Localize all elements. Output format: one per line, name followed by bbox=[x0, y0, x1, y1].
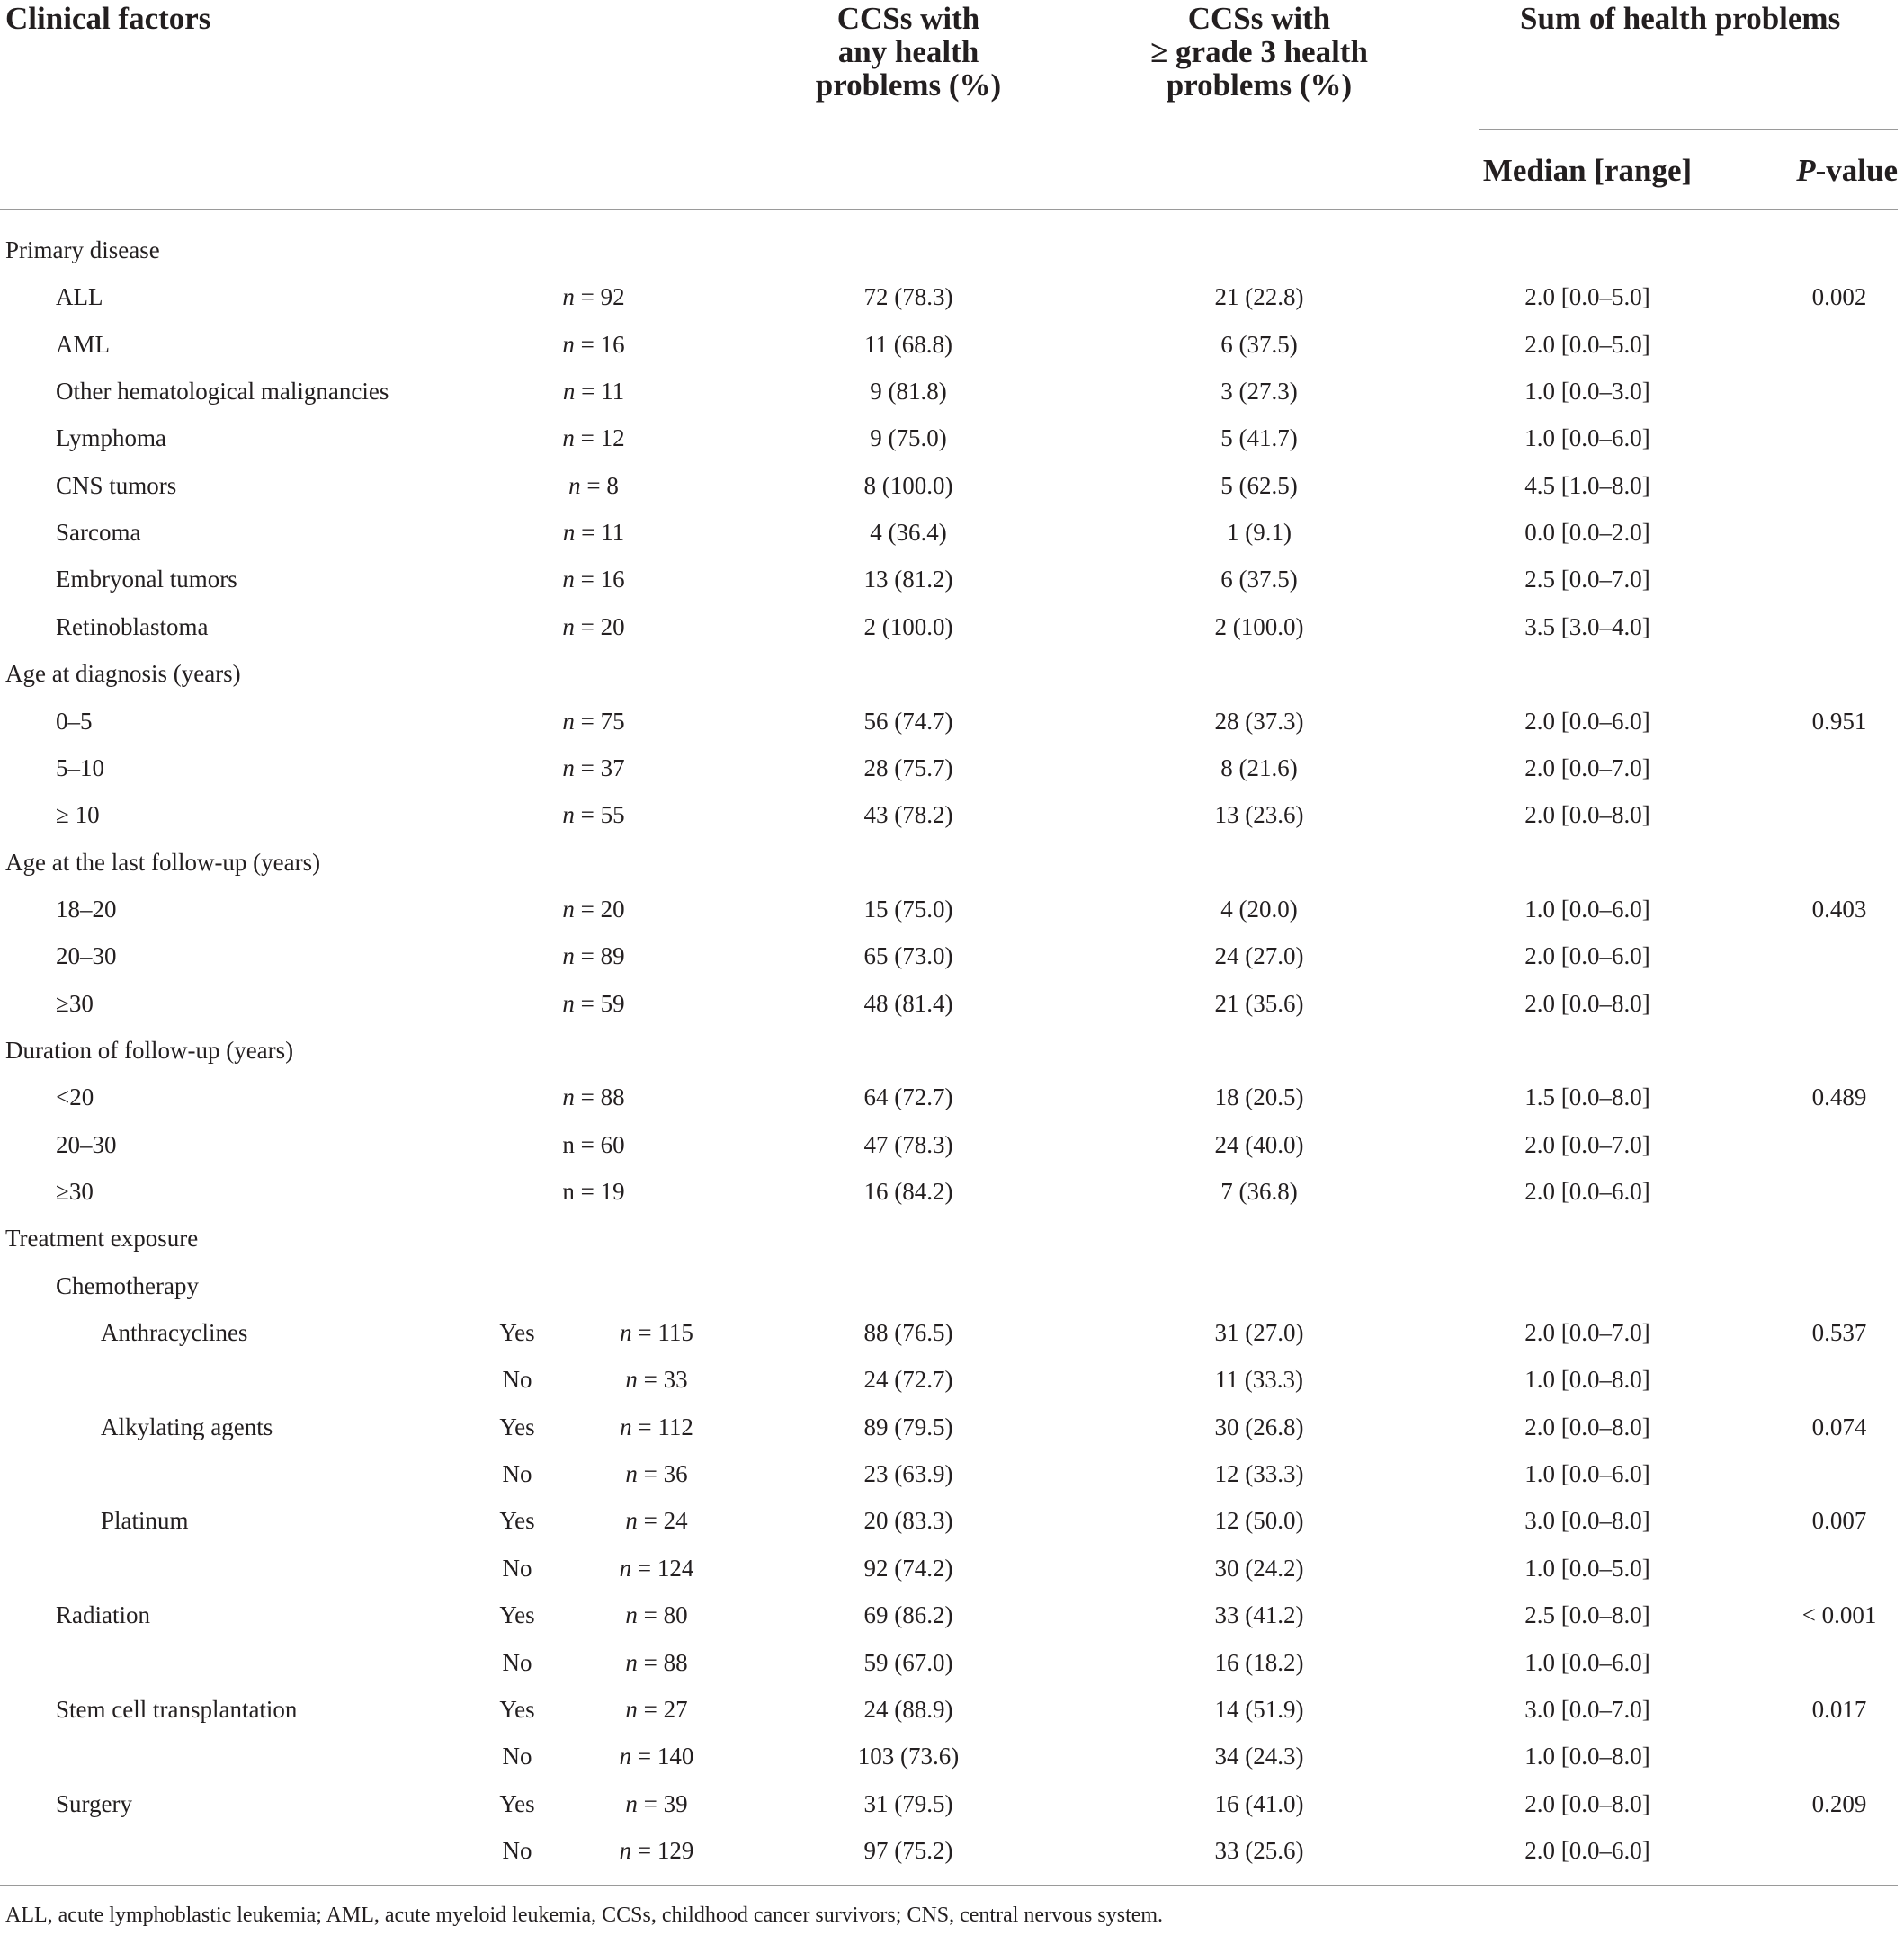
table-row bbox=[0, 1497, 1904, 1544]
row-n-symbol: n bbox=[562, 801, 575, 829]
row-label: 18–20 bbox=[56, 895, 117, 923]
row-any-health-problems: 64 (72.7) bbox=[863, 1083, 953, 1111]
row-median-range: 2.0 [0.0–7.0] bbox=[1524, 1130, 1650, 1158]
row-sample-size bbox=[558, 1686, 755, 1733]
row-any-health-problems: 48 (81.4) bbox=[863, 989, 953, 1017]
row-n-value: = 36 bbox=[637, 1460, 688, 1488]
row-sample-size bbox=[495, 1074, 693, 1120]
row-median-range: 2.0 [0.0–6.0] bbox=[1524, 1178, 1650, 1205]
row-any-health-problems: 9 (81.8) bbox=[870, 378, 947, 406]
row-median-range: 0.0 [0.0–2.0] bbox=[1524, 519, 1650, 547]
row-n-symbol: n bbox=[619, 1743, 632, 1770]
row-label: ≥30 bbox=[56, 989, 94, 1017]
row-n-symbol: n bbox=[562, 378, 576, 406]
row-n-symbol: n bbox=[625, 1507, 638, 1535]
row-grade3-health-problems: 12 (50.0) bbox=[1214, 1507, 1304, 1535]
row-median-range: 3.0 [0.0–7.0] bbox=[1524, 1695, 1650, 1723]
row-n-value: = 20 bbox=[574, 895, 625, 923]
row-n-value: = 33 bbox=[637, 1366, 688, 1394]
table-row bbox=[0, 603, 1904, 650]
row-sample-size bbox=[558, 1309, 755, 1356]
row-sample-size bbox=[495, 273, 693, 320]
table-row bbox=[0, 1545, 1904, 1592]
row-median-range: 2.0 [0.0–6.0] bbox=[1524, 942, 1650, 970]
row-sample-size bbox=[495, 791, 693, 838]
table-row bbox=[0, 1356, 1904, 1403]
row-n-value: = 12 bbox=[574, 424, 625, 452]
row-grade3-health-problems: 34 (24.3) bbox=[1214, 1743, 1304, 1770]
row-n-symbol: n bbox=[562, 330, 575, 358]
row-exposure-yes-no: Yes bbox=[499, 1695, 535, 1723]
row-exposure-yes-no: Yes bbox=[499, 1413, 535, 1440]
row-median-range: 2.0 [0.0–5.0] bbox=[1524, 330, 1650, 358]
row-grade3-health-problems: 6 (37.5) bbox=[1220, 566, 1298, 593]
row-label: Radiation bbox=[56, 1601, 150, 1629]
row-sample-size bbox=[495, 462, 693, 509]
header-p-italic: P bbox=[1796, 153, 1816, 188]
row-median-range: 1.0 [0.0–5.0] bbox=[1524, 1554, 1650, 1582]
row-label: CNS tumors bbox=[56, 471, 177, 499]
header-any-line3: problems (%) bbox=[815, 67, 1002, 103]
row-sample-size bbox=[558, 1827, 755, 1874]
row-n-symbol: n bbox=[625, 1789, 638, 1817]
row-n-symbol: n bbox=[619, 1554, 632, 1582]
header-g3-line1: CCSs with bbox=[1187, 1, 1331, 36]
row-n-symbol: n bbox=[562, 989, 575, 1017]
header-g3-line2: ≥ grade 3 health bbox=[1150, 34, 1368, 69]
header-sum-health-problems: Sum of health problems bbox=[1520, 1, 1841, 36]
row-n-symbol: n bbox=[625, 1460, 638, 1488]
row-n-symbol: n bbox=[562, 424, 575, 452]
row-n-symbol: n bbox=[562, 519, 576, 547]
row-label: ≥30 bbox=[56, 1178, 94, 1205]
row-median-range: 1.0 [0.0–3.0] bbox=[1524, 378, 1650, 406]
row-grade3-health-problems: 24 (40.0) bbox=[1214, 1130, 1304, 1158]
row-exposure-yes-no: Yes bbox=[499, 1601, 535, 1629]
table-footnote: ALL, acute lymphoblastic leukemia; AML, acute myeloid leukemia, CCSs, childhood cancer survivors; CNS, central nervous system. bbox=[5, 1904, 1164, 1927]
row-label: Retinoblastoma bbox=[56, 612, 209, 640]
row-any-health-problems: 43 (78.2) bbox=[863, 801, 953, 829]
row-sample-size bbox=[558, 1733, 755, 1779]
row-any-health-problems: 9 (75.0) bbox=[870, 424, 947, 452]
row-n-symbol: n bbox=[625, 1648, 638, 1676]
row-n-value: = 27 bbox=[637, 1695, 688, 1723]
row-label: Platinum bbox=[101, 1507, 189, 1535]
row-n-value: = 39 bbox=[637, 1789, 688, 1817]
row-n-value: = 11 bbox=[575, 519, 625, 547]
row-label: ≥ 10 bbox=[56, 801, 100, 829]
header-g3-line3: problems (%) bbox=[1166, 67, 1353, 103]
row-p-value: 0.017 bbox=[1811, 1695, 1867, 1723]
row-n-value: = 11 bbox=[575, 378, 625, 406]
row-any-health-problems: 15 (75.0) bbox=[863, 895, 953, 923]
row-n-symbol: n bbox=[562, 283, 575, 311]
row-n-value: = 129 bbox=[631, 1836, 694, 1864]
row-grade3-health-problems: 30 (26.8) bbox=[1214, 1413, 1304, 1440]
row-label: <20 bbox=[56, 1083, 94, 1111]
row-any-health-problems: 28 (75.7) bbox=[863, 753, 953, 781]
row-label: Embryonal tumors bbox=[56, 566, 237, 593]
row-p-value: 0.074 bbox=[1811, 1413, 1867, 1440]
row-any-health-problems: 92 (74.2) bbox=[863, 1554, 953, 1582]
row-median-range: 2.0 [0.0–8.0] bbox=[1524, 989, 1650, 1017]
row-grade3-health-problems: 8 (21.6) bbox=[1220, 753, 1298, 781]
row-label: Other hematological malignancies bbox=[56, 378, 389, 406]
row-median-range: 2.0 [0.0–8.0] bbox=[1524, 1413, 1650, 1440]
header-any-line1: CCSs with bbox=[836, 1, 980, 36]
table-row bbox=[0, 1450, 1904, 1497]
row-n-symbol: n bbox=[625, 1366, 638, 1394]
row-label: Lymphoma bbox=[56, 424, 166, 452]
table-row bbox=[0, 321, 1904, 368]
row-median-range: 1.0 [0.0–8.0] bbox=[1524, 1366, 1650, 1394]
row-label: Primary disease bbox=[5, 236, 160, 263]
row-any-health-problems: 2 (100.0) bbox=[863, 612, 953, 640]
table-row bbox=[0, 1733, 1904, 1779]
row-n-symbol: n bbox=[620, 1413, 632, 1440]
row-sample-size bbox=[558, 1450, 755, 1497]
row-n-symbol: n bbox=[625, 1695, 638, 1723]
row-sample-size bbox=[495, 1168, 693, 1215]
row-sample-size bbox=[558, 1497, 755, 1544]
row-median-range: 4.5 [1.0–8.0] bbox=[1524, 471, 1650, 499]
row-sample-size bbox=[558, 1780, 755, 1827]
row-grade3-health-problems: 5 (62.5) bbox=[1220, 471, 1298, 499]
row-n-value: = 16 bbox=[574, 566, 625, 593]
row-exposure-yes-no: No bbox=[502, 1460, 532, 1488]
row-grade3-health-problems: 33 (25.6) bbox=[1214, 1836, 1304, 1864]
row-label: 20–30 bbox=[56, 1130, 117, 1158]
row-n-value: = 92 bbox=[574, 283, 625, 311]
row-sample-size bbox=[495, 1121, 693, 1168]
row-grade3-health-problems: 12 (33.3) bbox=[1214, 1460, 1304, 1488]
row-p-value: 0.209 bbox=[1811, 1789, 1867, 1817]
row-n-value: = 80 bbox=[637, 1601, 688, 1629]
row-sample-size bbox=[495, 321, 693, 368]
row-median-range: 2.0 [0.0–7.0] bbox=[1524, 753, 1650, 781]
row-label: Age at the last follow-up (years) bbox=[5, 848, 321, 876]
row-n-symbol: n bbox=[562, 566, 575, 593]
row-label: Sarcoma bbox=[56, 519, 141, 547]
row-label: Duration of follow-up (years) bbox=[5, 1036, 294, 1064]
header-any-health-problems bbox=[773, 2, 1043, 102]
row-any-health-problems: 89 (79.5) bbox=[863, 1413, 953, 1440]
row-label: Stem cell transplantation bbox=[56, 1695, 298, 1723]
row-label: Anthracyclines bbox=[101, 1319, 248, 1347]
row-sample-size bbox=[558, 1545, 755, 1592]
row-any-health-problems: 8 (100.0) bbox=[863, 471, 953, 499]
row-sample-size bbox=[495, 886, 693, 932]
table-row bbox=[0, 980, 1904, 1027]
row-n-value: = 88 bbox=[637, 1648, 688, 1676]
row-grade3-health-problems: 14 (51.9) bbox=[1214, 1695, 1304, 1723]
row-median-range: 2.5 [0.0–8.0] bbox=[1524, 1601, 1650, 1629]
table-row bbox=[0, 415, 1904, 461]
row-grade3-health-problems: 21 (35.6) bbox=[1214, 989, 1304, 1017]
table-row bbox=[0, 1780, 1904, 1827]
row-any-health-problems: 59 (67.0) bbox=[863, 1648, 953, 1676]
row-grade3-health-problems: 2 (100.0) bbox=[1214, 612, 1304, 640]
table-row bbox=[0, 1309, 1904, 1356]
table-row bbox=[0, 509, 1904, 556]
row-median-range: 2.0 [0.0–6.0] bbox=[1524, 1836, 1650, 1864]
row-exposure-yes-no: No bbox=[502, 1743, 532, 1770]
row-p-value: 0.489 bbox=[1811, 1083, 1867, 1111]
row-n-value: = 88 bbox=[574, 1083, 625, 1111]
row-grade3-health-problems: 7 (36.8) bbox=[1220, 1178, 1298, 1205]
row-n-value: = 24 bbox=[637, 1507, 688, 1535]
row-p-value: < 0.001 bbox=[1801, 1601, 1877, 1629]
row-n-value: = 59 bbox=[574, 989, 625, 1017]
row-any-health-problems: 69 (86.2) bbox=[863, 1601, 953, 1629]
row-label: Surgery bbox=[56, 1789, 132, 1817]
row-n-value: = 8 bbox=[580, 471, 619, 499]
row-label: AML bbox=[56, 330, 110, 358]
row-any-health-problems: 31 (79.5) bbox=[863, 1789, 953, 1817]
header-bottom-rule bbox=[0, 209, 1898, 210]
row-any-health-problems: 103 (73.6) bbox=[857, 1743, 960, 1770]
row-grade3-health-problems: 3 (27.3) bbox=[1220, 378, 1298, 406]
row-p-value: 0.002 bbox=[1811, 283, 1867, 311]
row-n-value: = 89 bbox=[574, 942, 625, 970]
table-row bbox=[0, 1074, 1904, 1120]
row-sample-size bbox=[558, 1592, 755, 1638]
row-sample-size bbox=[558, 1356, 755, 1403]
row-label: 0–5 bbox=[56, 707, 93, 735]
row-median-range: 2.0 [0.0–5.0] bbox=[1524, 283, 1650, 311]
table-row bbox=[0, 1168, 1904, 1215]
row-exposure-yes-no: No bbox=[502, 1554, 532, 1582]
row-median-range: 1.0 [0.0–6.0] bbox=[1524, 895, 1650, 923]
row-n-symbol: n bbox=[619, 1836, 632, 1864]
row-n-symbol: n bbox=[620, 1319, 632, 1347]
row-sample-size bbox=[495, 368, 693, 415]
row-median-range: 3.0 [0.0–8.0] bbox=[1524, 1507, 1650, 1535]
row-label: Alkylating agents bbox=[101, 1413, 273, 1440]
row-grade3-health-problems: 24 (27.0) bbox=[1214, 942, 1304, 970]
row-grade3-health-problems: 6 (37.5) bbox=[1220, 330, 1298, 358]
table-row bbox=[0, 1027, 1904, 1074]
row-exposure-yes-no: No bbox=[502, 1366, 532, 1394]
row-median-range: 1.0 [0.0–6.0] bbox=[1524, 1648, 1650, 1676]
row-grade3-health-problems: 4 (20.0) bbox=[1220, 895, 1298, 923]
table-row bbox=[0, 1639, 1904, 1686]
row-any-health-problems: 23 (63.9) bbox=[863, 1460, 953, 1488]
row-n-symbol: n bbox=[625, 1601, 638, 1629]
row-n-symbol: n bbox=[562, 707, 575, 735]
header-grade3-health-problems bbox=[1124, 2, 1394, 102]
row-grade3-health-problems: 21 (22.8) bbox=[1214, 283, 1304, 311]
row-n-value: = 124 bbox=[631, 1554, 694, 1582]
header-any-line2: any health bbox=[837, 34, 979, 69]
row-p-value: 0.951 bbox=[1811, 707, 1867, 735]
row-n-symbol: n bbox=[562, 942, 575, 970]
row-any-health-problems: 97 (75.2) bbox=[863, 1836, 953, 1864]
row-exposure-yes-no: Yes bbox=[499, 1789, 535, 1817]
row-label: 5–10 bbox=[56, 753, 104, 781]
row-any-health-problems: 16 (84.2) bbox=[863, 1178, 953, 1205]
row-exposure-yes-no: Yes bbox=[499, 1319, 535, 1347]
row-p-value: 0.537 bbox=[1811, 1319, 1867, 1347]
row-grade3-health-problems: 16 (18.2) bbox=[1214, 1648, 1304, 1676]
row-sample-size bbox=[495, 932, 693, 979]
row-sample-size bbox=[558, 1404, 755, 1450]
table-row bbox=[0, 1404, 1904, 1450]
table-row bbox=[0, 650, 1904, 697]
row-n-value: = 20 bbox=[574, 612, 625, 640]
row-sample-size bbox=[495, 603, 693, 650]
row-n-value: = 16 bbox=[574, 330, 625, 358]
row-n-symbol: n bbox=[562, 753, 575, 781]
table-row bbox=[0, 273, 1904, 320]
row-sample-size bbox=[558, 1639, 755, 1686]
row-exposure-yes-no: No bbox=[502, 1836, 532, 1864]
row-n-value: = 37 bbox=[574, 753, 625, 781]
row-n-value: = 115 bbox=[631, 1319, 693, 1347]
row-median-range: 2.0 [0.0–6.0] bbox=[1524, 707, 1650, 735]
row-n-value: = 19 bbox=[574, 1178, 625, 1205]
row-n-value: = 75 bbox=[574, 707, 625, 735]
row-any-health-problems: 20 (83.3) bbox=[863, 1507, 953, 1535]
row-grade3-health-problems: 28 (37.3) bbox=[1214, 707, 1304, 735]
table-row bbox=[0, 932, 1904, 979]
row-exposure-yes-no: No bbox=[502, 1648, 532, 1676]
row-n-symbol: n bbox=[562, 895, 575, 923]
row-median-range: 2.0 [0.0–8.0] bbox=[1524, 1789, 1650, 1817]
header-clinical-factors: Clinical factors bbox=[5, 1, 211, 36]
table-row bbox=[0, 1215, 1904, 1262]
table-row bbox=[0, 745, 1904, 791]
row-median-range: 1.0 [0.0–8.0] bbox=[1524, 1743, 1650, 1770]
row-grade3-health-problems: 18 (20.5) bbox=[1214, 1083, 1304, 1111]
row-n-value: = 112 bbox=[631, 1413, 693, 1440]
table-bottom-rule bbox=[0, 1885, 1898, 1886]
row-any-health-problems: 24 (72.7) bbox=[863, 1366, 953, 1394]
row-p-value: 0.007 bbox=[1811, 1507, 1867, 1535]
row-any-health-problems: 56 (74.7) bbox=[863, 707, 953, 735]
row-grade3-health-problems: 31 (27.0) bbox=[1214, 1319, 1304, 1347]
row-sample-size bbox=[495, 415, 693, 461]
table-row bbox=[0, 556, 1904, 602]
table-row bbox=[0, 839, 1904, 886]
row-grade3-health-problems: 1 (9.1) bbox=[1227, 519, 1292, 547]
table-row bbox=[0, 1262, 1904, 1309]
table-row bbox=[0, 791, 1904, 838]
table-row bbox=[0, 1827, 1904, 1874]
row-label: Chemotherapy bbox=[56, 1271, 199, 1299]
row-label: 20–30 bbox=[56, 942, 117, 970]
row-median-range: 2.5 [0.0–7.0] bbox=[1524, 566, 1650, 593]
header-p-value bbox=[1763, 154, 1898, 187]
row-sample-size bbox=[495, 556, 693, 602]
row-median-range: 2.0 [0.0–8.0] bbox=[1524, 801, 1650, 829]
table-row bbox=[0, 698, 1904, 745]
row-any-health-problems: 4 (36.4) bbox=[870, 519, 947, 547]
table-row bbox=[0, 1121, 1904, 1168]
row-n-value: = 60 bbox=[574, 1130, 625, 1158]
row-sample-size bbox=[495, 980, 693, 1027]
row-label: ALL bbox=[56, 283, 103, 311]
row-n-symbol: n bbox=[562, 612, 575, 640]
row-sample-size bbox=[495, 698, 693, 745]
row-grade3-health-problems: 16 (41.0) bbox=[1214, 1789, 1304, 1817]
row-grade3-health-problems: 33 (41.2) bbox=[1214, 1601, 1304, 1629]
row-n-value: = 55 bbox=[574, 801, 625, 829]
row-exposure-yes-no: Yes bbox=[499, 1507, 535, 1535]
row-median-range: 1.0 [0.0–6.0] bbox=[1524, 424, 1650, 452]
row-grade3-health-problems: 11 (33.3) bbox=[1215, 1366, 1303, 1394]
row-n-symbol: n bbox=[562, 1083, 575, 1111]
table-row bbox=[0, 1686, 1904, 1733]
row-n-value: = 140 bbox=[631, 1743, 694, 1770]
row-any-health-problems: 13 (81.2) bbox=[863, 566, 953, 593]
header-median-range: Median [range] bbox=[1482, 153, 1693, 188]
table-row bbox=[0, 227, 1904, 273]
row-any-health-problems: 24 (88.9) bbox=[863, 1695, 953, 1723]
row-n-symbol: n bbox=[568, 471, 581, 499]
header-p-rest: -value bbox=[1815, 153, 1898, 188]
row-median-range: 1.5 [0.0–8.0] bbox=[1524, 1083, 1650, 1111]
row-p-value: 0.403 bbox=[1811, 895, 1867, 923]
row-label: Treatment exposure bbox=[5, 1225, 199, 1253]
row-any-health-problems: 72 (78.3) bbox=[863, 283, 953, 311]
table-row bbox=[0, 886, 1904, 932]
table-row bbox=[0, 368, 1904, 415]
sum-header-rule bbox=[1479, 129, 1898, 130]
row-grade3-health-problems: 5 (41.7) bbox=[1220, 424, 1298, 452]
row-sample-size bbox=[495, 745, 693, 791]
row-any-health-problems: 65 (73.0) bbox=[863, 942, 953, 970]
row-grade3-health-problems: 30 (24.2) bbox=[1214, 1554, 1304, 1582]
row-any-health-problems: 47 (78.3) bbox=[863, 1130, 953, 1158]
row-median-range: 3.5 [3.0–4.0] bbox=[1524, 612, 1650, 640]
row-grade3-health-problems: 13 (23.6) bbox=[1214, 801, 1304, 829]
row-median-range: 1.0 [0.0–6.0] bbox=[1524, 1460, 1650, 1488]
row-label: Age at diagnosis (years) bbox=[5, 660, 241, 688]
row-any-health-problems: 11 (68.8) bbox=[864, 330, 952, 358]
row-n-symbol: n bbox=[562, 1178, 575, 1205]
table-row bbox=[0, 462, 1904, 509]
row-median-range: 2.0 [0.0–7.0] bbox=[1524, 1319, 1650, 1347]
table-row bbox=[0, 1592, 1904, 1638]
row-any-health-problems: 88 (76.5) bbox=[863, 1319, 953, 1347]
row-n-symbol: n bbox=[562, 1130, 575, 1158]
row-sample-size bbox=[495, 509, 693, 556]
